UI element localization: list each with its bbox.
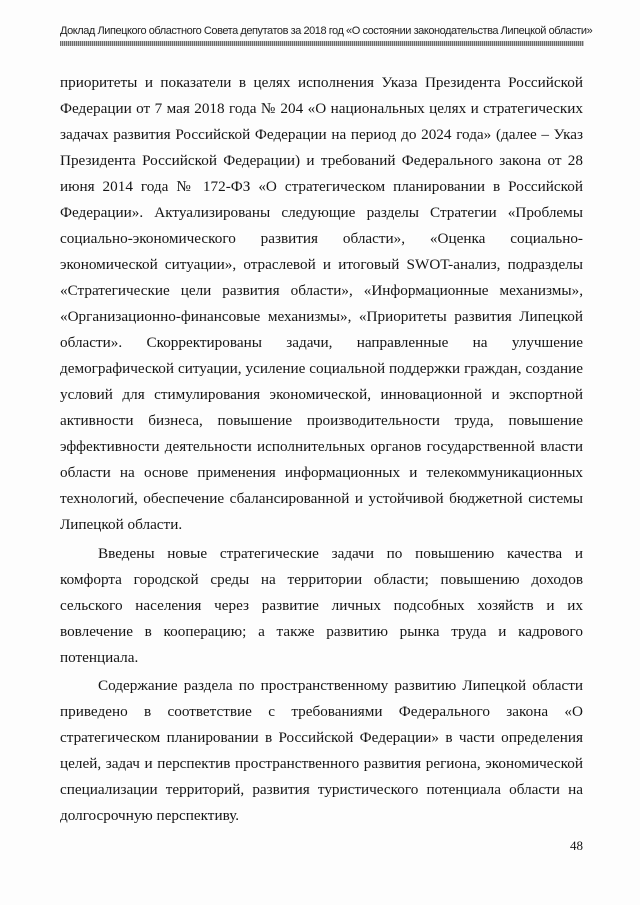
text-line: приоритеты и показатели в целях исполнения Указа Президента Российской [60, 74, 583, 91]
header-rule [60, 41, 584, 46]
text-line: долгосрочную перспективу. [60, 807, 240, 824]
text-line: Липецкой области. [60, 516, 183, 533]
text-line: «Стратегические цели развития области», «Информационные механизмы», [60, 282, 583, 299]
text-line: целей, задач и перспектив пространственного развития региона, экономической [60, 755, 583, 772]
text-line: комфорта городской среды на территории области; повышению доходов [60, 571, 583, 588]
text-line: специализации территорий, развития туристического потенциала области на [60, 781, 583, 798]
text-line: активности бизнеса, повышение производительности труда, повышение [60, 412, 583, 429]
text-line: Введены новые стратегические задачи по повышению качества и [98, 545, 583, 562]
text-line: Президента Российской Федерации) и требований Федерального закона от 28 [60, 152, 583, 169]
text-line: июня 2014 года № 172-ФЗ «О стратегическом планировании в Российской [60, 178, 583, 195]
text-line: приведено в соответствие с требованиями Федерального закона «О [60, 703, 583, 720]
text-line: вовлечение в кооперацию; а также развитию рынка труда и кадрового [60, 623, 583, 640]
text-line: демографической ситуации, усиление социальной поддержки граждан, создание [60, 360, 583, 377]
text-line: области». Скорректированы задачи, направленные на улучшение [60, 334, 583, 351]
text-line: Содержание раздела по пространственному развитию Липецкой области [98, 677, 583, 694]
text-line: эффективности деятельности исполнительных органов государственной власти [60, 438, 583, 455]
text-line: Федерации от 7 мая 2018 года № 204 «О национальных целях и стратегических [60, 100, 583, 117]
page-number: 48 [570, 838, 583, 853]
text-line: задачах развития Российской Федерации на период до 2024 года» (далее – Указ [60, 126, 583, 143]
text-line: условий для стимулирования экономической, инновационной и экспортной [60, 386, 583, 403]
text-line: социально-экономического развития области», «Оценка социально- [60, 230, 583, 247]
text-line: стратегическом планировании в Российской Федерации» в части определения [60, 729, 583, 746]
text-line: «Организационно-финансовые механизмы», «Приоритеты развития Липецкой [60, 308, 583, 325]
text-line: области на основе применения информационных и телекоммуникационных [60, 464, 583, 481]
text-line: технологий, обеспечение сбалансированной и устойчивой бюджетной системы [60, 490, 583, 507]
text-line: Федерации». Актуализированы следующие разделы Стратегии «Проблемы [60, 204, 583, 221]
running-header: Доклад Липецкого областного Совета депутатов за 2018 год «О состоянии законодательства Липецкой области» [60, 25, 593, 37]
text-line: сельского населения через развитие личных подсобных хозяйств и их [60, 597, 583, 614]
text-line: экономической ситуации», отраслевой и итоговый SWOT-анализ, подразделы [60, 256, 583, 273]
text-line: потенциала. [60, 649, 139, 666]
